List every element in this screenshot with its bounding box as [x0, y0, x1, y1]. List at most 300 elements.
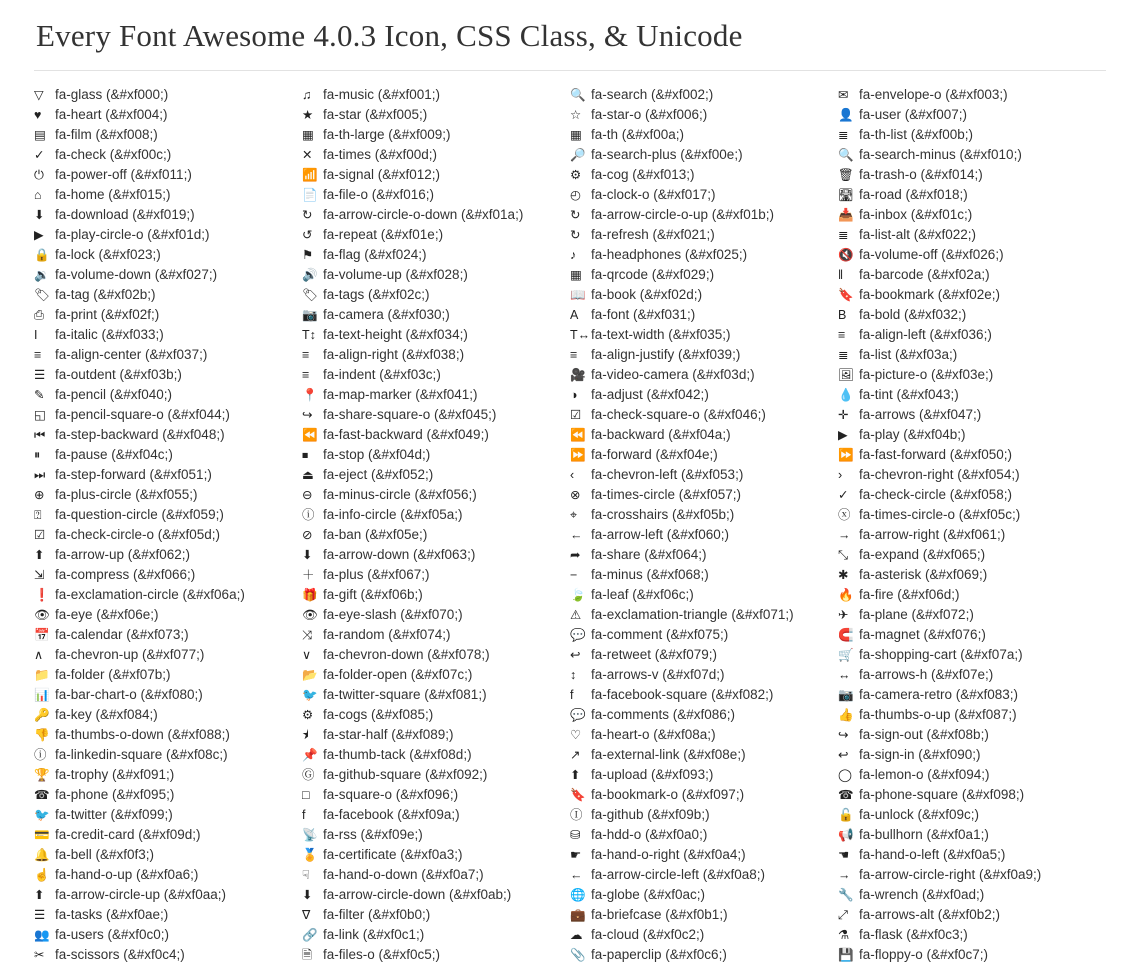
icon-class-label: fa-volume-down (&#xf027;) — [55, 267, 218, 282]
arrows-v-icon: ↕ — [570, 668, 577, 682]
icon-list-item — [838, 905, 1106, 925]
icon-class-label: fa-cogs (&#xf085;) — [323, 707, 434, 722]
external-link-icon: ↗ — [570, 748, 581, 762]
clock-o-icon: ◴ — [570, 188, 581, 202]
icon-grid — [34, 85, 1106, 965]
icon-list-item — [34, 865, 302, 885]
folder-icon: 📁 — [34, 668, 50, 682]
eye-icon: 👁 — [34, 608, 50, 622]
icon-class-label: fa-retweet (&#xf079;) — [591, 647, 718, 662]
tasks-icon: ☰ — [34, 908, 46, 922]
hand-o-down-icon: ☟ — [302, 868, 310, 882]
folder-open-icon: 📂 — [302, 668, 318, 682]
arrow-circle-o-down-icon: ↻ — [302, 208, 313, 222]
icon-list-item — [570, 705, 838, 725]
icon-class-label: fa-power-off (&#xf011;) — [55, 167, 192, 182]
question-circle-icon: ⍰ — [34, 508, 42, 522]
thumbs-o-up-icon: 👍 — [838, 708, 854, 722]
icon-list-item — [838, 565, 1106, 585]
icon-class-label: fa-text-width (&#xf035;) — [591, 327, 731, 342]
icon-class-label: fa-expand (&#xf065;) — [859, 547, 986, 562]
icon-list-item — [34, 185, 302, 205]
list-alt-icon: ≣ — [838, 228, 849, 242]
icon-list-item — [302, 585, 570, 605]
icon-class-label: fa-times-circle-o (&#xf05c;) — [859, 507, 1021, 522]
icon-column — [838, 85, 1106, 965]
facebook-icon: f — [302, 808, 306, 822]
align-center-icon: ≡ — [34, 348, 42, 362]
icon-list-item — [34, 685, 302, 705]
icon-list-item — [34, 205, 302, 225]
icon-class-label: fa-folder-open (&#xf07c;) — [323, 667, 473, 682]
shopping-cart-icon: 🛒 — [838, 648, 854, 662]
icon-list-item — [838, 285, 1106, 305]
arrow-down-icon: ⬇ — [302, 548, 313, 562]
icon-list-item — [302, 625, 570, 645]
icon-list-item — [34, 825, 302, 845]
arrow-circle-right-icon: → — [838, 868, 851, 882]
icon-class-label: fa-briefcase (&#xf0b1;) — [591, 907, 728, 922]
icon-list-item — [34, 345, 302, 365]
icon-class-label: fa-heart (&#xf004;) — [55, 107, 168, 122]
icon-class-label: fa-files-o (&#xf0c5;) — [323, 947, 441, 962]
icon-list-item — [302, 805, 570, 825]
check-square-o-icon: ☑ — [570, 408, 582, 422]
icon-class-label: fa-gift (&#xf06b;) — [323, 587, 423, 602]
volume-down-icon: 🔉 — [34, 268, 50, 282]
icon-class-label: fa-thumb-tack (&#xf08d;) — [323, 747, 472, 762]
icon-class-label: fa-credit-card (&#xf09d;) — [55, 827, 201, 842]
icon-list-item — [838, 245, 1106, 265]
icon-list-item — [34, 465, 302, 485]
hand-o-left-icon: ☚ — [838, 848, 850, 862]
icon-class-label: fa-times (&#xf00d;) — [323, 147, 438, 162]
icon-list-item — [570, 785, 838, 805]
icon-class-label: fa-download (&#xf019;) — [55, 207, 195, 222]
bold-icon: B — [838, 308, 847, 322]
icon-class-label: fa-arrows-h (&#xf07e;) — [859, 667, 994, 682]
icon-list-item — [302, 785, 570, 805]
icon-list-item — [838, 925, 1106, 945]
play-icon: ▶ — [838, 428, 848, 442]
globe-icon: 🌐 — [570, 888, 586, 902]
icon-class-label: fa-fire (&#xf06d;) — [859, 587, 960, 602]
icon-class-label: fa-font (&#xf031;) — [591, 307, 696, 322]
icon-class-label: fa-linkedin-square (&#xf08c;) — [55, 747, 228, 762]
icon-class-label: fa-cloud (&#xf0c2;) — [591, 927, 705, 942]
link-icon: 🔗 — [302, 928, 318, 942]
icon-class-label: fa-inbox (&#xf01c;) — [859, 207, 973, 222]
icon-list-item — [838, 885, 1106, 905]
icon-class-label: fa-info-circle (&#xf05a;) — [323, 507, 463, 522]
icon-class-label: fa-indent (&#xf03c;) — [323, 367, 441, 382]
icon-class-label: fa-arrow-circle-o-down (&#xf01a;) — [323, 207, 524, 222]
icon-class-label: fa-question-circle (&#xf059;) — [55, 507, 224, 522]
icon-list-item — [302, 705, 570, 725]
arrows-h-icon: ↔ — [838, 668, 851, 682]
icon-class-label: fa-tasks (&#xf0ae;) — [55, 907, 169, 922]
arrow-circle-up-icon: ⬆ — [34, 888, 45, 902]
icon-class-label: fa-volume-off (&#xf026;) — [859, 247, 1004, 262]
files-o-icon: 🗎 — [302, 948, 313, 962]
certificate-icon: 🏅 — [302, 848, 318, 862]
signal-icon: 📶 — [302, 168, 318, 182]
phone-square-icon: ☎ — [838, 788, 854, 802]
icon-list-item — [302, 725, 570, 745]
rss-icon: 📡 — [302, 828, 318, 842]
icon-list-item — [302, 245, 570, 265]
icon-list-item — [302, 425, 570, 445]
icon-class-label: fa-align-left (&#xf036;) — [859, 327, 992, 342]
icon-list-item — [838, 665, 1106, 685]
github-icon: Ⓘ — [570, 808, 583, 822]
icon-class-label: fa-arrow-circle-o-up (&#xf01b;) — [591, 207, 775, 222]
icon-class-label: fa-th (&#xf00a;) — [591, 127, 685, 142]
icon-class-label: fa-arrow-circle-right (&#xf0a9;) — [859, 867, 1042, 882]
icon-list-item — [302, 905, 570, 925]
icon-list-item — [570, 805, 838, 825]
icon-list-item — [34, 925, 302, 945]
leaf-icon: 🍃 — [570, 588, 586, 602]
icon-list-item — [570, 865, 838, 885]
icon-list-item — [838, 625, 1106, 645]
icon-list-item — [34, 385, 302, 405]
icon-list-item — [34, 945, 302, 965]
picture-o-icon: 🖼 — [838, 368, 854, 382]
facebook-square-icon: f — [570, 688, 574, 702]
icon-class-label: fa-github-square (&#xf092;) — [323, 767, 488, 782]
icon-list-item — [302, 345, 570, 365]
icon-list-item — [570, 525, 838, 545]
th-large-icon: ▦ — [302, 128, 314, 142]
icon-list-item — [302, 865, 570, 885]
icon-class-label: fa-star-o (&#xf006;) — [591, 107, 708, 122]
icon-list-item — [838, 325, 1106, 345]
check-circle-icon: ✓ — [838, 488, 849, 502]
star-icon: ★ — [302, 108, 314, 122]
sign-in-icon: ↩ — [838, 748, 849, 762]
headphones-icon: ♪ — [570, 248, 577, 262]
icon-list-item — [302, 125, 570, 145]
key-icon: 🔑 — [34, 708, 50, 722]
icon-class-label: fa-times-circle (&#xf057;) — [591, 487, 742, 502]
icon-class-label: fa-bookmark (&#xf02e;) — [859, 287, 1001, 302]
icon-list-item — [34, 525, 302, 545]
road-icon: 🛣 — [838, 188, 854, 202]
linkedin-square-icon: ⓘ — [34, 748, 47, 762]
fast-backward-icon: ⏪ — [302, 428, 318, 442]
icon-class-label: fa-wrench (&#xf0ad;) — [859, 887, 985, 902]
icon-list-item — [34, 125, 302, 145]
icon-list-item — [302, 225, 570, 245]
icon-list-item — [838, 165, 1106, 185]
icon-class-label: fa-refresh (&#xf021;) — [591, 227, 715, 242]
icon-class-label: fa-bell (&#xf0f3;) — [55, 847, 155, 862]
icon-list-item — [570, 425, 838, 445]
icon-list-item — [302, 185, 570, 205]
icon-list-item — [302, 165, 570, 185]
icon-class-label: fa-hand-o-right (&#xf0a4;) — [591, 847, 746, 862]
icon-list-item — [570, 545, 838, 565]
download-icon: ⬇ — [34, 208, 45, 222]
times-circle-o-icon: ⓧ — [838, 508, 851, 522]
hdd-o-icon: ⛁ — [570, 828, 581, 842]
icon-list-item — [838, 265, 1106, 285]
wrench-icon: 🔧 — [838, 888, 854, 902]
icon-class-label: fa-pencil (&#xf040;) — [55, 387, 173, 402]
icon-class-label: fa-minus-circle (&#xf056;) — [323, 487, 477, 502]
icon-list-item — [302, 745, 570, 765]
map-marker-icon: 📍 — [302, 388, 318, 402]
comments-icon: 💬 — [570, 708, 586, 722]
icon-list-item — [302, 285, 570, 305]
icon-list-item — [34, 265, 302, 285]
icon-class-label: fa-shopping-cart (&#xf07a;) — [859, 647, 1023, 662]
icon-class-label: fa-signal (&#xf012;) — [323, 167, 441, 182]
icon-list-item — [838, 145, 1106, 165]
minus-icon: − — [570, 568, 578, 582]
step-forward-icon: ⏭ — [34, 468, 46, 482]
credit-card-icon: 💳 — [34, 828, 50, 842]
arrow-up-icon: ⬆ — [34, 548, 45, 562]
volume-up-icon: 🔊 — [302, 268, 318, 282]
icon-class-label: fa-chevron-down (&#xf078;) — [323, 647, 490, 662]
icon-list-item — [34, 365, 302, 385]
unlock-icon: 🔓 — [838, 808, 854, 822]
share-square-o-icon: ↪ — [302, 408, 313, 422]
icon-class-label: fa-random (&#xf074;) — [323, 627, 451, 642]
icon-class-label: fa-music (&#xf001;) — [323, 87, 441, 102]
icon-list-item — [838, 205, 1106, 225]
icon-list-item — [302, 325, 570, 345]
tags-icon: 🏷 — [302, 288, 318, 302]
icon-list-item — [570, 445, 838, 465]
icon-list-item — [838, 725, 1106, 745]
retweet-icon: ↩ — [570, 648, 581, 662]
arrow-circle-down-icon: ⬇ — [302, 888, 313, 902]
exclamation-triangle-icon: ⚠ — [570, 608, 582, 622]
icon-class-label: fa-align-center (&#xf037;) — [55, 347, 208, 362]
icon-list-item — [34, 785, 302, 805]
icon-class-label: fa-search-minus (&#xf010;) — [859, 147, 1022, 162]
icon-class-label: fa-outdent (&#xf03b;) — [55, 367, 182, 382]
icon-list-item — [34, 505, 302, 525]
icon-class-label: fa-hdd-o (&#xf0a0;) — [591, 827, 708, 842]
icon-list-item — [570, 485, 838, 505]
arrow-circle-o-up-icon: ↻ — [570, 208, 581, 222]
icon-class-label: fa-filter (&#xf0b0;) — [323, 907, 431, 922]
icon-list-item — [570, 365, 838, 385]
icon-class-label: fa-star (&#xf005;) — [323, 107, 428, 122]
icon-list-item — [570, 945, 838, 965]
icon-list-item — [570, 905, 838, 925]
align-justify-icon: ≡ — [570, 348, 578, 362]
icon-list-item — [570, 245, 838, 265]
icon-class-label: fa-align-right (&#xf038;) — [323, 347, 465, 362]
icon-list-item — [34, 285, 302, 305]
icon-list-item — [302, 665, 570, 685]
github-square-icon: Ⓖ — [302, 768, 315, 782]
icon-class-label: fa-arrows-alt (&#xf0b2;) — [859, 907, 1001, 922]
icon-list-item — [570, 565, 838, 585]
user-icon: 👤 — [838, 108, 854, 122]
icon-list-item — [302, 945, 570, 965]
icon-list-item — [838, 585, 1106, 605]
icon-class-label: fa-chevron-right (&#xf054;) — [859, 467, 1020, 482]
adjust-icon: ◑ — [570, 388, 578, 402]
twitter-icon: 🐦 — [34, 808, 50, 822]
icon-class-label: fa-scissors (&#xf0c4;) — [55, 947, 185, 962]
icon-class-label: fa-phone-square (&#xf098;) — [859, 787, 1025, 802]
icon-class-label: fa-crosshairs (&#xf05b;) — [591, 507, 735, 522]
icon-class-label: fa-twitter (&#xf099;) — [55, 807, 173, 822]
icon-class-label: fa-envelope-o (&#xf003;) — [859, 87, 1008, 102]
plus-icon: ＋ — [302, 568, 315, 582]
paperclip-icon: 📎 — [570, 948, 586, 962]
icon-list-item — [570, 645, 838, 665]
camera-retro-icon: 📷 — [838, 688, 854, 702]
th-list-icon: ≣ — [838, 128, 849, 142]
icon-class-label: fa-film (&#xf008;) — [55, 127, 158, 142]
icon-list-item — [838, 105, 1106, 125]
icon-list-item — [570, 185, 838, 205]
icon-list-item — [34, 585, 302, 605]
icon-class-label: fa-ban (&#xf05e;) — [323, 527, 428, 542]
icon-class-label: fa-hand-o-left (&#xf0a5;) — [859, 847, 1006, 862]
icon-class-label: fa-plus (&#xf067;) — [323, 567, 430, 582]
icon-list-item — [34, 405, 302, 425]
icon-class-label: fa-backward (&#xf04a;) — [591, 427, 731, 442]
icon-class-label: fa-external-link (&#xf08e;) — [591, 747, 746, 762]
icon-list-item — [570, 825, 838, 845]
icon-class-label: fa-map-marker (&#xf041;) — [323, 387, 478, 402]
magnet-icon: 🧲 — [838, 628, 854, 642]
minus-circle-icon: ⊖ — [302, 488, 313, 502]
bullhorn-icon: 📢 — [838, 828, 854, 842]
icon-class-label: fa-globe (&#xf0ac;) — [591, 887, 706, 902]
icon-list-item — [838, 465, 1106, 485]
power-off-icon: ⏻ — [34, 168, 44, 182]
floppy-o-icon: 💾 — [838, 948, 854, 962]
icon-list-item — [570, 305, 838, 325]
icon-list-item — [34, 745, 302, 765]
icon-class-label: fa-play (&#xf04b;) — [859, 427, 966, 442]
step-backward-icon: ⏮ — [34, 428, 46, 442]
icon-list-item — [838, 185, 1106, 205]
icon-class-label: fa-facebook (&#xf09a;) — [323, 807, 460, 822]
icon-class-label: fa-share (&#xf064;) — [591, 547, 707, 562]
icon-list-item — [838, 785, 1106, 805]
icon-class-label: fa-check-square-o (&#xf046;) — [591, 407, 766, 422]
icon-class-label: fa-hand-o-down (&#xf0a7;) — [323, 867, 484, 882]
eject-icon: ⏏ — [302, 468, 314, 482]
icon-list-item — [838, 605, 1106, 625]
icon-list-item — [302, 645, 570, 665]
icon-list-item — [570, 765, 838, 785]
icon-list-item — [34, 605, 302, 625]
icon-list-item — [34, 85, 302, 105]
icon-class-label: fa-volume-up (&#xf028;) — [323, 267, 468, 282]
icon-list-item — [838, 745, 1106, 765]
icon-list-item — [838, 645, 1106, 665]
icon-list-item — [302, 445, 570, 465]
trophy-icon: 🏆 — [34, 768, 50, 782]
plane-icon: ✈ — [838, 608, 849, 622]
icon-list-item — [302, 885, 570, 905]
search-icon: 🔍 — [570, 88, 586, 102]
icon-list-item — [838, 705, 1106, 725]
refresh-icon: ↻ — [570, 228, 581, 242]
icon-list-item — [34, 445, 302, 465]
icon-list-item — [302, 105, 570, 125]
icon-class-label: fa-align-justify (&#xf039;) — [591, 347, 741, 362]
icon-list-item — [34, 625, 302, 645]
calendar-icon: 📅 — [34, 628, 50, 642]
icon-list-item — [302, 545, 570, 565]
icon-class-label: fa-tag (&#xf02b;) — [55, 287, 156, 302]
icon-class-label: fa-arrow-up (&#xf062;) — [55, 547, 191, 562]
check-icon: ✓ — [34, 148, 45, 162]
align-right-icon: ≡ — [302, 348, 310, 362]
icon-list-item — [34, 705, 302, 725]
title-divider — [34, 70, 1106, 71]
arrow-left-icon: ← — [570, 528, 583, 542]
icon-list-item — [34, 565, 302, 585]
icon-class-label: fa-flag (&#xf024;) — [323, 247, 427, 262]
icon-list-item — [570, 465, 838, 485]
icon-class-label: fa-folder (&#xf07b;) — [55, 667, 171, 682]
scissors-icon: ✂ — [34, 948, 45, 962]
cogs-icon: ⚙ — [302, 708, 314, 722]
comment-icon: 💬 — [570, 628, 586, 642]
icon-class-label: fa-floppy-o (&#xf0c7;) — [859, 947, 989, 962]
icon-class-label: fa-sign-in (&#xf090;) — [859, 747, 981, 762]
icon-list-item — [838, 805, 1106, 825]
bookmark-o-icon: 🔖 — [570, 788, 586, 802]
icon-class-label: fa-lemon-o (&#xf094;) — [859, 767, 990, 782]
icon-class-label: fa-step-backward (&#xf048;) — [55, 427, 225, 442]
file-o-icon: 📄 — [302, 188, 318, 202]
heart-icon: ♥ — [34, 108, 42, 122]
icon-class-label: fa-text-height (&#xf034;) — [323, 327, 468, 342]
icon-class-label: fa-arrows-v (&#xf07d;) — [591, 667, 725, 682]
icon-class-label: fa-heart-o (&#xf08a;) — [591, 727, 716, 742]
video-camera-icon: 🎥 — [570, 368, 586, 382]
bookmark-icon: 🔖 — [838, 288, 854, 302]
icon-class-label: fa-barcode (&#xf02a;) — [859, 267, 990, 282]
icon-list-item — [838, 425, 1106, 445]
pencil-icon: ✎ — [34, 388, 45, 402]
arrow-circle-left-icon: ← — [570, 868, 583, 882]
tint-icon: 💧 — [838, 388, 854, 402]
backward-icon: ⏪ — [570, 428, 586, 442]
icon-list-item — [34, 325, 302, 345]
icon-list-item — [838, 305, 1106, 325]
icon-list-item — [34, 225, 302, 245]
font-icon: A — [570, 308, 579, 322]
icon-class-label: fa-thumbs-o-up (&#xf087;) — [859, 707, 1017, 722]
film-icon: ▤ — [34, 128, 46, 142]
forward-icon: ⏩ — [570, 448, 586, 462]
stop-icon: ⏹ — [302, 448, 309, 462]
icon-class-label: fa-headphones (&#xf025;) — [591, 247, 748, 262]
icon-list-item — [570, 105, 838, 125]
icon-list-item — [838, 405, 1106, 425]
play-circle-o-icon: ▶ — [34, 228, 44, 242]
icon-class-label: fa-key (&#xf084;) — [55, 707, 158, 722]
icon-class-label: fa-th-list (&#xf00b;) — [859, 127, 974, 142]
chevron-up-icon: ∧ — [34, 648, 44, 662]
